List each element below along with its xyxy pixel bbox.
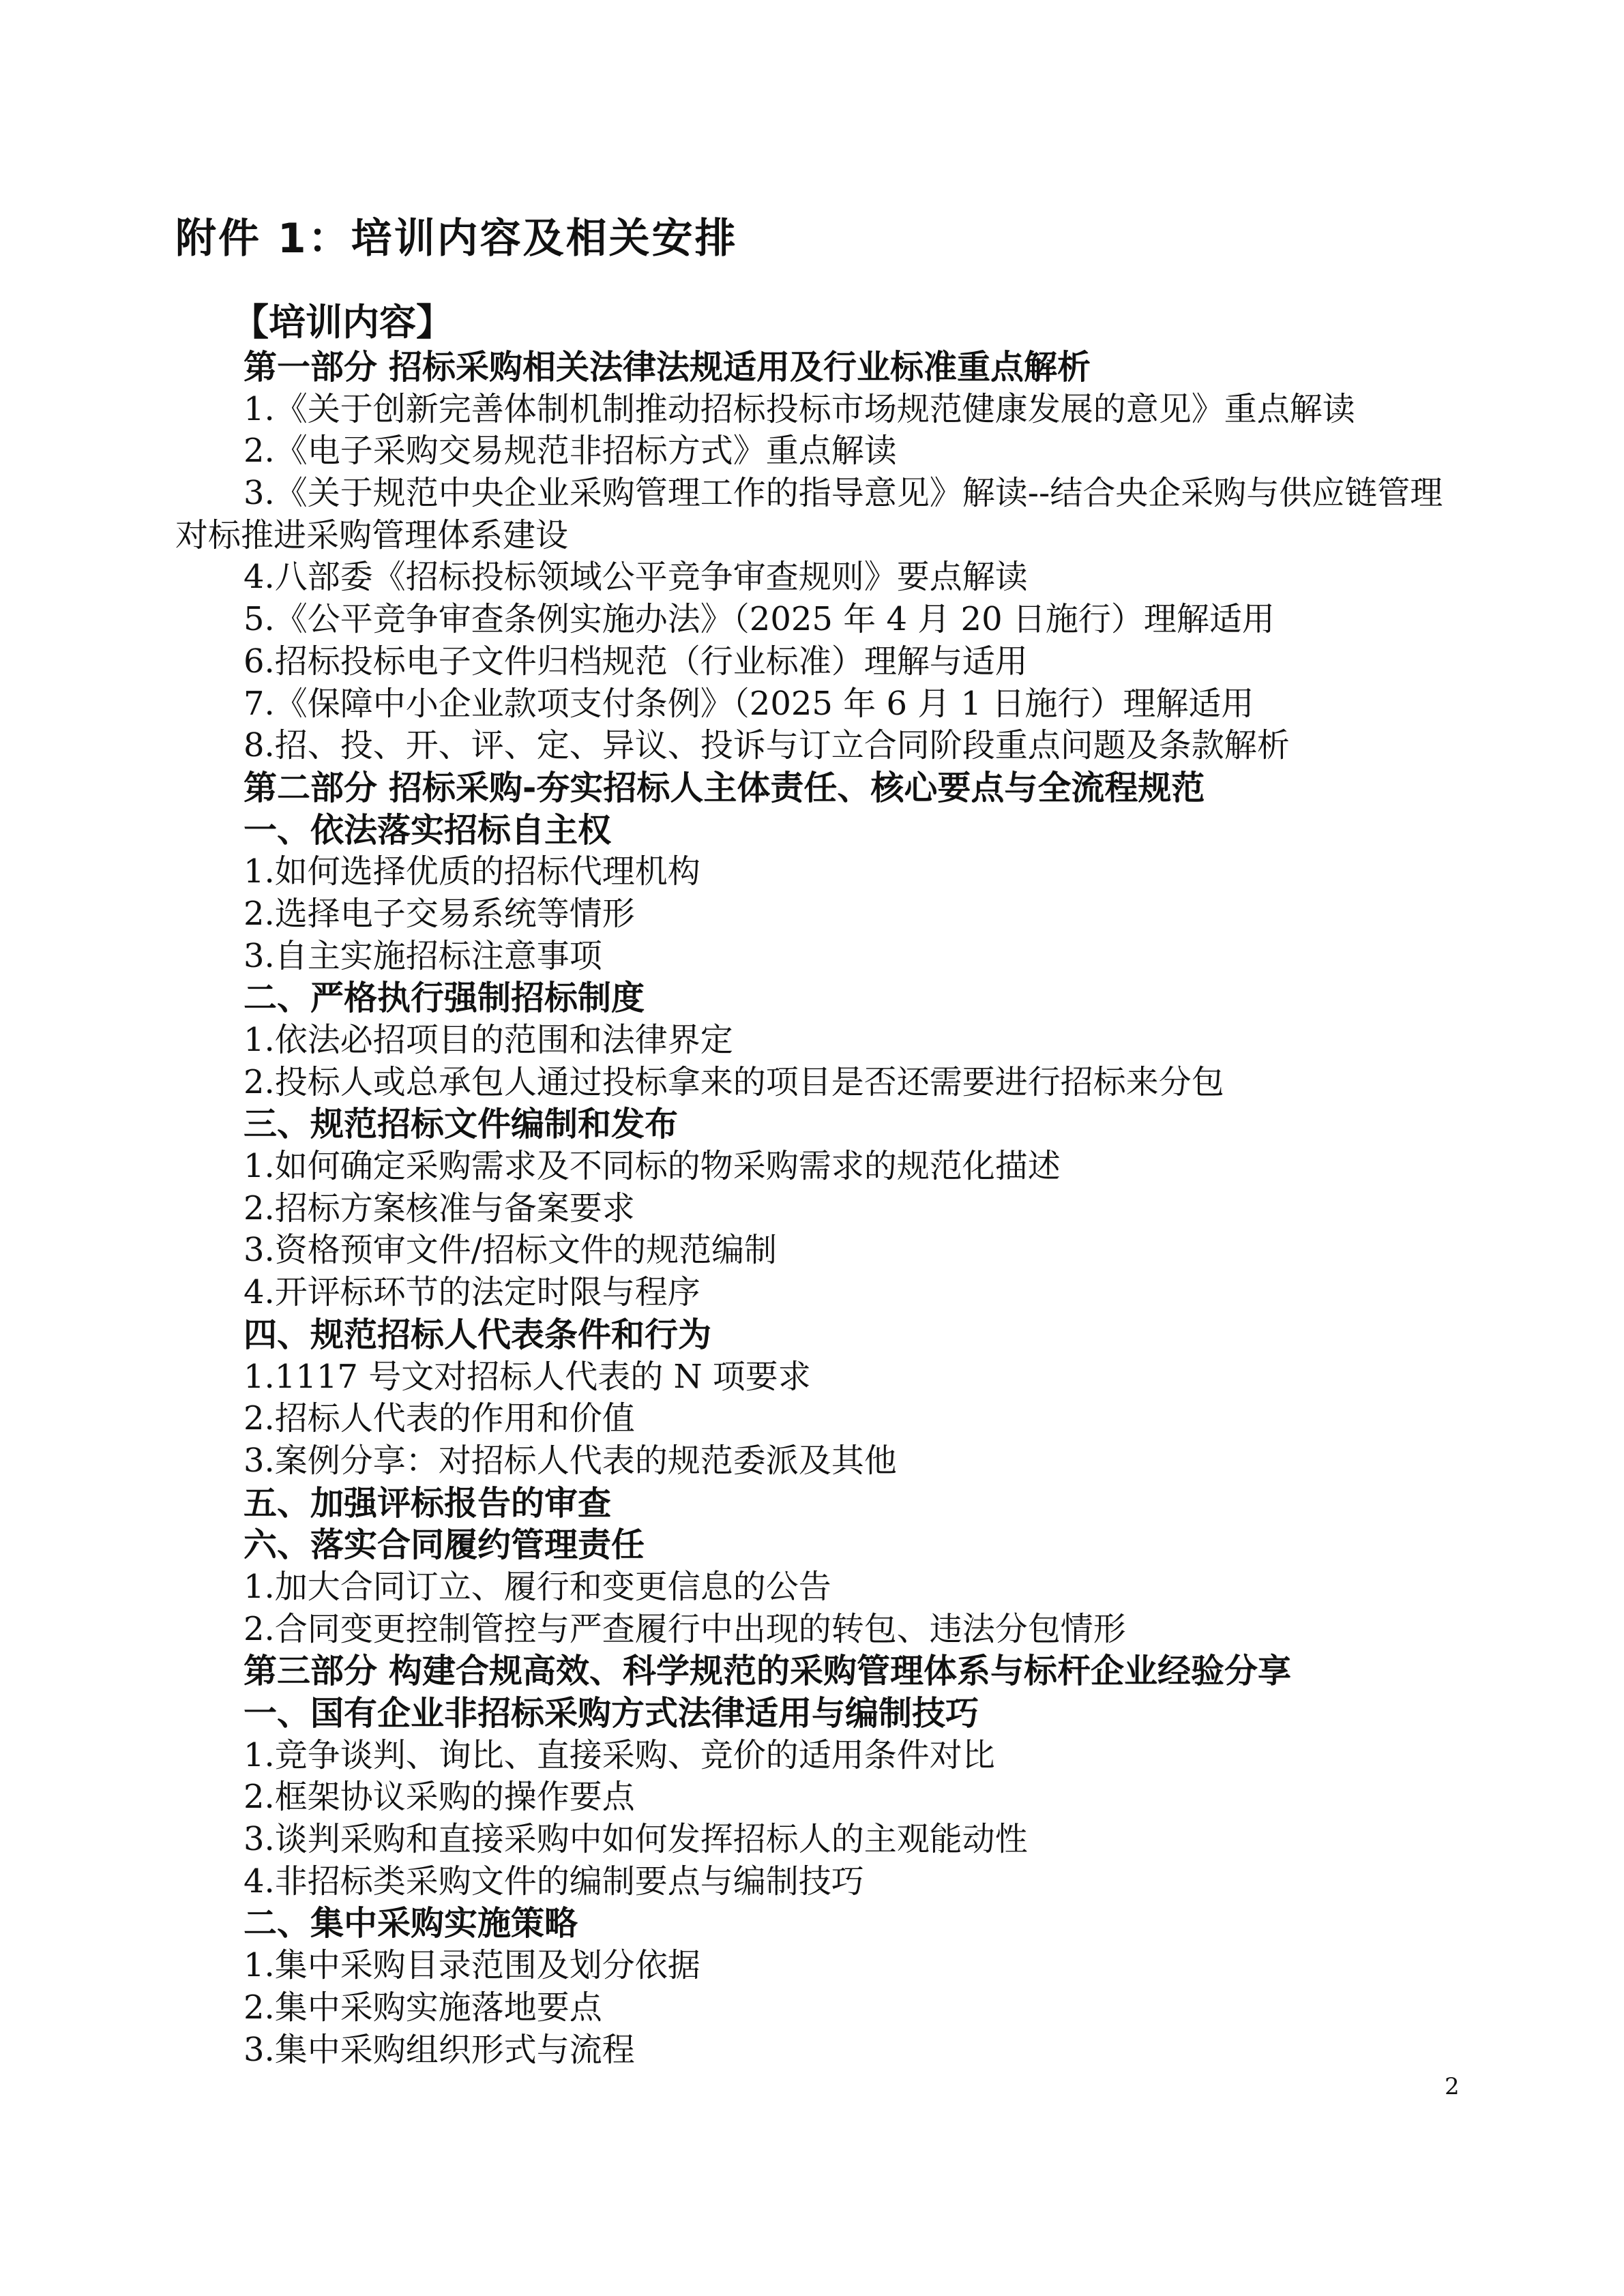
content-line: 4.八部委《招标投标领域公平竞争审查规则》要点解读 (243, 558, 1028, 597)
content-line: 2.框架协议采购的操作要点 (243, 1778, 635, 1817)
content-line: 3.谈判采购和直接采购中如何发挥招标人的主观能动性 (243, 1820, 1028, 1859)
section-heading: 一、依法落实招标自主权 (243, 810, 612, 850)
page-number: 2 (1445, 2073, 1460, 2100)
content-line: 1.《关于创新完善体制机制推动招标投标市场规范健康发展的意见》重点解读 (243, 389, 1355, 428)
section-heading: 三、规范招标文件编制和发布 (243, 1105, 679, 1144)
content-line: 2.集中采购实施落地要点 (243, 1988, 602, 2027)
content-line: 3.资格预审文件/招标文件的规范编制 (243, 1231, 777, 1270)
content-line: 1.依法必招项目的范围和法律界定 (243, 1021, 733, 1060)
content-line: 8.招、投、开、评、定、异议、投诉与订立合同阶段重点问题及条款解析 (243, 726, 1290, 765)
attachment-title: 附件 1：培训内容及相关安排 (175, 215, 738, 263)
content-line: 1.如何选择优质的招标代理机构 (243, 852, 700, 891)
document-body (175, 346, 1451, 2071)
content-line: 4.非招标类采购文件的编制要点与编制技巧 (243, 1862, 864, 1900)
section-heading: 二、集中采购实施策略 (243, 1904, 578, 1943)
content-line: 7.《保障中小企业款项支付条例》（2025 年 6 月 1 日施行）理解适用 (243, 684, 1254, 723)
content-line: 2.选择电子交易系统等情形 (243, 894, 635, 933)
content-line: 2.合同变更控制管控与严查履行中出现的转包、违法分包情形 (243, 1609, 1126, 1648)
content-line: 2.投标人或总承包人通过投标拿来的项目是否还需要进行招标来分包 (243, 1062, 1224, 1101)
content-line: 3.案例分享：对招标人代表的规范委派及其他 (243, 1441, 897, 1480)
section-heading: 第一部分 招标采购相关法律法规适用及行业标准重点解析 (243, 348, 1091, 387)
content-line: 1.集中采购目录范围及划分依据 (243, 1946, 700, 1985)
content-line: 3.集中采购组织形式与流程 (243, 2030, 635, 2069)
content-line: 1.1117 号文对招标人代表的 N 项要求 (243, 1357, 811, 1396)
content-line: 4.开评标环节的法定时限与程序 (243, 1273, 700, 1312)
content-line: 3.《关于规范中央企业采购管理工作的指导意见》解读--结合央企采购与供应链管理对标推进采购管理体系建设 (175, 474, 1443, 554)
section-heading: 六、落实合同履约管理责任 (243, 1525, 645, 1565)
section-heading: 五、加强评标报告的审查 (243, 1483, 612, 1523)
content-line: 6.招标投标电子文件归档规范（行业标准）理解与适用 (243, 642, 1028, 681)
section-heading: 第二部分 招标采购-夯实招标人主体责任、核心要点与全流程规范 (243, 768, 1205, 807)
content-line: 1.竞争谈判、询比、直接采购、竞价的适用条件对比 (243, 1735, 995, 1774)
section-heading: 四、规范招标人代表条件和行为 (243, 1315, 712, 1354)
section-heading: 一、国有企业非招标采购方式法律适用与编制技巧 (243, 1694, 979, 1733)
section-header-training-content: 【培训内容】 (232, 301, 453, 344)
section-heading: 第三部分 构建合规高效、科学规范的采购管理体系与标杆企业经验分享 (243, 1652, 1292, 1691)
content-line: 2.招标人代表的作用和价值 (243, 1399, 635, 1438)
content-line: 5.《公平竞争审查条例实施办法》（2025 年 4 月 20 日施行）理解适用 (243, 600, 1275, 639)
content-line: 1.如何确定采购需求及不同标的物采购需求的规范化描述 (243, 1147, 1061, 1186)
content-line: 3.自主实施招标注意事项 (243, 936, 602, 975)
content-line: 2.招标方案核准与备案要求 (243, 1189, 635, 1227)
content-line: 2.《电子采购交易规范非招标方式》重点解读 (243, 432, 897, 471)
content-line: 1.加大合同订立、履行和变更信息的公告 (243, 1567, 831, 1606)
section-heading: 二、严格执行强制招标制度 (243, 979, 645, 1018)
